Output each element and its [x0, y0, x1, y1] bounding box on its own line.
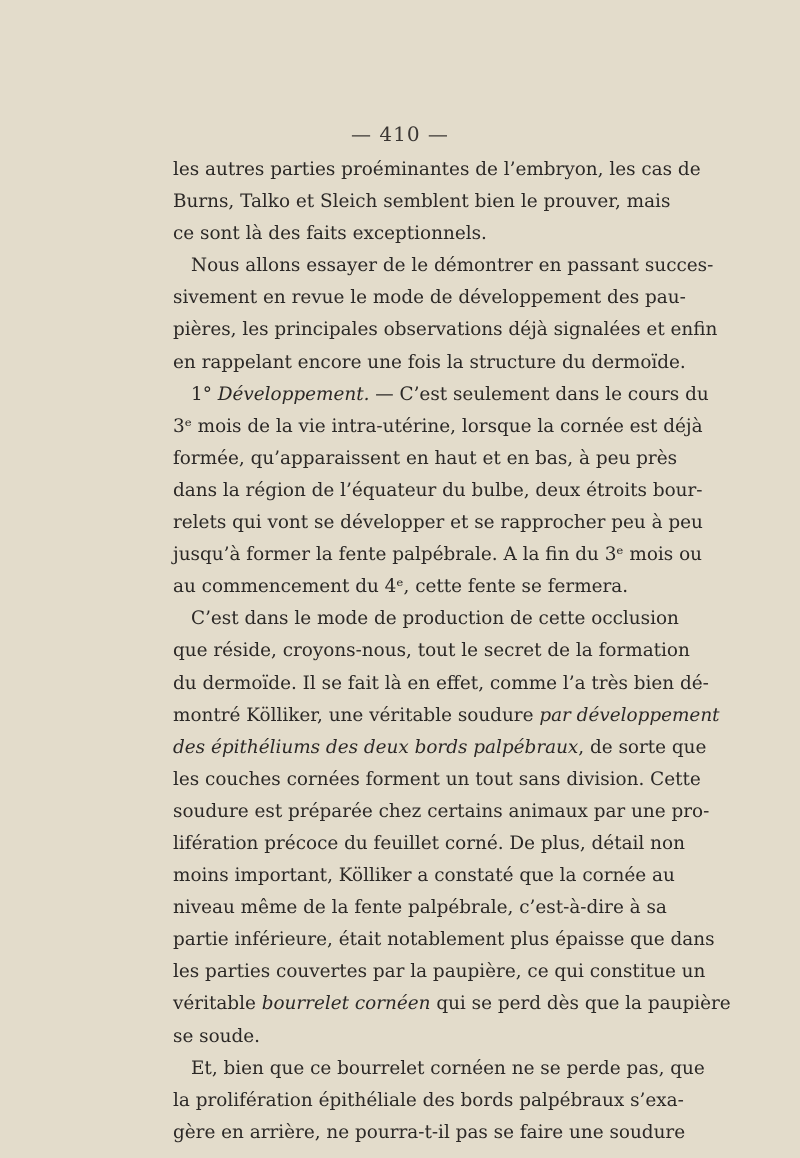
text-line: ce sont là des faits exceptionnels. [173, 223, 487, 245]
text-line: C’est dans le mode de production de cette occlusion [191, 608, 679, 630]
text-line: gère en arrière, ne pourra-t-il pas se faire une soudure [173, 1121, 686, 1143]
text-line [173, 700, 720, 732]
text-line: partie inférieure, était notablement plus épaisse que dans [173, 929, 715, 951]
text-line: lifération précoce du feuillet corné. De plus, détail non [173, 832, 685, 854]
section-number: 1° [191, 383, 218, 405]
text-line: moins important, Kölliker a constaté que la cornée au [173, 865, 675, 887]
text-line: les parties couvertes par la paupière, ce qui constitue un [173, 961, 706, 983]
text-line: que réside, croyons-nous, tout le secret de la formation [173, 640, 690, 662]
text-line: formée, qu’apparaissent en haut et en bas, à peu près [173, 447, 678, 469]
text-line: au commencement du 4ᵉ, cette fente se fermera. [173, 576, 629, 598]
text-line: du dermoïde. Il se fait là en effet, comme l’a très bien dé- [173, 672, 709, 694]
text-line: niveau même de la fente palpébrale, c’est-à-dire à sa [173, 897, 667, 919]
body-text [173, 154, 731, 1149]
emphasis: bourrelet cornéen [261, 993, 431, 1015]
page-number: — 410 — [351, 122, 449, 146]
text-line [173, 732, 707, 764]
emphasis: par développement [539, 704, 720, 726]
section-heading: Développement. [217, 383, 370, 405]
text-line: se soude. [173, 1025, 261, 1047]
text-line: dans la région de l’équateur du bulbe, deux étroits bour- [173, 479, 703, 501]
text-line: soudure est préparée chez certains animaux par une pro- [173, 800, 710, 822]
text-line: en rappelant encore une fois la structure du dermoïde. [173, 351, 686, 373]
text-fragment: montré Kölliker, une véritable soudure [173, 704, 540, 726]
text-line [173, 988, 731, 1020]
text-fragment: qui se perd dès que la paupière [430, 993, 731, 1015]
text-fragment: , de sorte que [578, 736, 707, 758]
text-line: les couches cornées forment un tout sans division. Cette [173, 768, 701, 790]
text-fragment: — C’est seulement dans le cours du [369, 383, 709, 405]
text-line: sivement en revue le mode de développement des pau- [173, 287, 686, 309]
text-line: Burns, Talko et Sleich semblent bien le prouver, mais [173, 191, 671, 213]
text-line: relets qui vont se développer et se rapprocher peu à peu [173, 512, 703, 534]
text-line: pières, les principales observations déjà signalées et enfin [173, 319, 718, 341]
text-line: la prolifération épithéliale des bords palpébraux s’exa- [173, 1089, 684, 1111]
text-line: jusqu’à former la fente palpébrale. A la fin du 3ᵉ mois ou [173, 544, 702, 566]
text-line: Et, bien que ce bourrelet cornéen ne se perde pas, que [191, 1057, 705, 1079]
text-fragment: véritable [173, 993, 262, 1015]
text-line: les autres parties proéminantes de l’embryon, les cas de [173, 159, 701, 180]
text-line [173, 379, 709, 411]
text-line: 3ᵉ mois de la vie intra-utérine, lorsque la cornée est déjà [173, 415, 703, 437]
emphasis: des épithéliums des deux bords palpébraux [173, 736, 579, 758]
text-line: Nous allons essayer de le démontrer en passant succes- [191, 255, 714, 277]
